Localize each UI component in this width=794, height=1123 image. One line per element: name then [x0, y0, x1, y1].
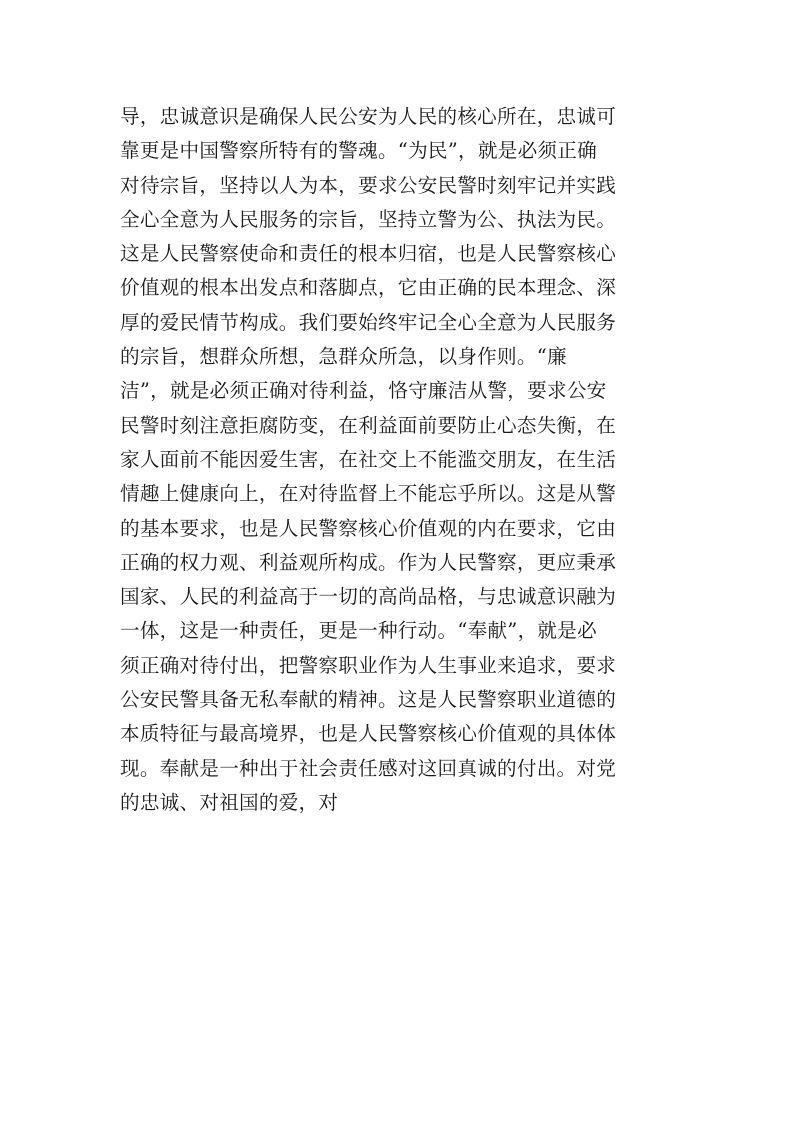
text-line-16: 一体，这是一种责任，更是一种行动。“奉献”，就是必: [120, 619, 597, 643]
text-line-21: 的忠诚、对祖国的爱，对: [120, 790, 339, 814]
text-line-19: 本质特征与最高境界，也是人民警察核心价值观的具体体: [120, 722, 617, 746]
text-line-13: 的基本要求，也是人民警察核心价值观的内在要求，它由: [120, 516, 617, 540]
text-line-18: 公安民警具备无私奉献的精神。这是人民警察职业道德的: [120, 688, 617, 712]
text-line-20: 现。奉献是一种出于社会责任感对这回真诚的付出。对党: [120, 756, 617, 780]
text-line-12: 情趣上健康向上，在对待监督上不能忘乎所以。这是从警: [120, 482, 617, 506]
text-line-6: 价值观的根本出发点和落脚点，它由正确的民本理念、深: [120, 276, 617, 300]
text-line-3: 对待宗旨，坚持以人为本，要求公安民警时刻牢记并实践: [120, 173, 617, 197]
text-line-7: 厚的爱民情节构成。我们要始终牢记全心全意为人民服务: [120, 310, 617, 334]
text-line-4: 全心全意为人民服务的宗旨，坚持立警为公、执法为民。: [120, 207, 617, 231]
text-line-14: 正确的权力观、利益观所构成。作为人民警察，更应秉承: [120, 550, 617, 574]
text-line-8: 的宗旨，想群众所想，急群众所急，以身作则。“廉: [120, 345, 567, 369]
text-line-1: 导，忠诚意识是确保人民公安为人民的核心所在，忠诚可: [120, 105, 617, 128]
text-line-9: 洁”，就是必须正确对待利益，恪守廉洁从警，要求公安: [120, 379, 607, 403]
text-line-2: 靠更是中国警察所特有的警魂。“为民”，就是必须正确: [120, 139, 597, 163]
text-line-5: 这是人民警察使命和责任的根本归宿，也是人民警察核心: [120, 242, 617, 266]
text-line-17: 须正确对待付出，把警察职业作为人生事业来追求，要求: [120, 653, 617, 677]
body-paragraph: [120, 100, 680, 820]
text-line-10: 民警时刻注意拒腐防变，在利益面前要防止心态失衡，在: [120, 413, 617, 437]
text-line-15: 国家、人民的利益高于一切的高尚品格，与忠诚意识融为: [120, 585, 617, 609]
text-line-11: 家人面前不能因爱生害，在社交上不能滥交朋友，在生活: [120, 447, 617, 471]
